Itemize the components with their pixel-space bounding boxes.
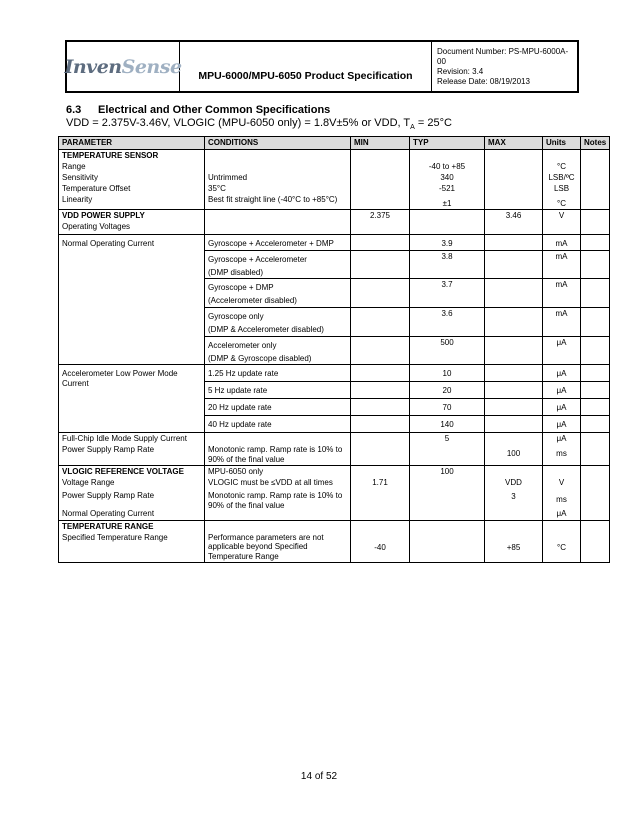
unit-value: μA <box>556 434 567 444</box>
condition-text: Gyroscope + DMP <box>208 283 274 293</box>
typ-value: 5 <box>444 434 450 444</box>
typ-value: 140 <box>410 416 485 433</box>
table-row <box>59 433 610 466</box>
table-row <box>59 210 610 235</box>
max-value: VDD <box>505 478 522 488</box>
unit-value: ms <box>556 449 567 459</box>
logo-cell <box>64 42 182 91</box>
unit-value: μA <box>543 416 581 433</box>
param-label: Specified Temperature Range <box>62 532 168 542</box>
condition-text: Performance parameters are not applicable beyond Specified Temperature Range <box>208 532 324 561</box>
condition-text: Untrimmed <box>208 172 248 182</box>
logo-text-main: Inven <box>64 55 122 78</box>
param-label: Temperature Offset <box>62 183 131 193</box>
unit-value: LSB <box>553 183 570 193</box>
col-typ: TYP <box>410 137 485 150</box>
max-value: 3.46 <box>485 210 543 235</box>
doc-release-date: Release Date: 08/19/2013 <box>437 76 530 86</box>
param-label: Voltage Range <box>62 478 115 488</box>
conditions-text-end: = 25°C <box>414 117 452 129</box>
doc-number: Document Number: PS-MPU-6000A-00 <box>437 46 569 66</box>
temp-sensor-conditions <box>205 149 351 210</box>
doc-revision: Revision: 3.4 <box>437 66 484 76</box>
col-max: MAX <box>485 137 543 150</box>
unit-value: LSB/ºC <box>548 172 575 182</box>
document-info <box>432 42 577 91</box>
section-label: TEMPERATURE RANGE <box>62 521 154 531</box>
section-number: 6.3 <box>66 104 82 116</box>
condition-text: Accelerometer only <box>208 340 277 350</box>
condition-text <box>208 162 347 173</box>
temp-sensor-units <box>543 149 581 210</box>
unit-value: °C <box>543 520 581 563</box>
col-units: Units <box>543 137 581 150</box>
conditions-subscript: A <box>410 124 415 132</box>
condition-text: (DMP & Gyroscope disabled) <box>208 353 312 363</box>
unit-value: μA <box>543 336 581 365</box>
typ-value: 500 <box>410 336 485 365</box>
typ-value: ±1 <box>442 198 452 208</box>
max-value: 100 <box>506 449 521 459</box>
param-label: Range <box>62 161 86 171</box>
unit-value: μA <box>543 365 581 382</box>
table-row <box>59 520 610 563</box>
condition-text: (Accelerometer disabled) <box>208 296 297 306</box>
typ-value: 70 <box>410 399 485 416</box>
condition-text: Gyroscope + Accelerometer + DMP <box>205 235 351 251</box>
table-row <box>59 365 610 382</box>
condition-text: Gyroscope only <box>208 311 264 321</box>
unit-value: mA <box>543 235 581 251</box>
typ-value: 3.7 <box>410 279 485 308</box>
param-label: Sensitivity <box>62 172 99 182</box>
condition-text: Monotonic ramp. Ramp rate is 10% to 90% of the final value <box>208 491 343 510</box>
page-number: 14 of 52 <box>300 771 338 782</box>
col-notes: Notes <box>581 137 610 150</box>
typ-value: 3.6 <box>410 307 485 336</box>
unit-value: mA <box>543 307 581 336</box>
condition-text: (DMP & Accelerometer disabled) <box>208 324 324 334</box>
unit-value: V <box>558 478 565 488</box>
section-heading <box>66 104 330 116</box>
unit-value: μA <box>543 399 581 416</box>
condition-text: 20 Hz update rate <box>205 399 351 416</box>
page-header <box>65 40 579 93</box>
section-conditions <box>66 117 452 131</box>
typ-value: 3.8 <box>410 250 485 279</box>
col-parameter: PARAMETER <box>59 137 205 150</box>
min-value: 2.375 <box>351 210 410 235</box>
logo-text-accent: Sense <box>121 55 182 78</box>
section-label: TEMPERATURE SENSOR <box>62 150 159 160</box>
typ-value: 10 <box>410 365 485 382</box>
temp-sensor-params <box>59 149 205 210</box>
table-row <box>59 235 610 251</box>
condition-text: 1.25 Hz update rate <box>205 365 351 382</box>
conditions-text: VDD = 2.375V-3.46V, VLOGIC (MPU-6050 only) = 1.8V±5% or VDD, T <box>66 117 411 129</box>
unit-value: V <box>543 210 581 235</box>
param-label: Accelerometer Low Power Mode Current <box>59 365 205 433</box>
max-value: 3 <box>511 492 516 502</box>
unit-value: μA <box>543 382 581 399</box>
param-label: Linearity <box>62 194 93 204</box>
condition-text: VLOGIC must be ≤VDD at all times <box>208 478 333 488</box>
unit-value: μA <box>556 508 567 518</box>
typ-value: 3.9 <box>410 235 485 251</box>
param-label: Operating Voltages <box>62 222 131 232</box>
min-value: 1.71 <box>372 478 388 488</box>
typ-value: -40 to +85 <box>428 161 466 171</box>
typ-value: 340 <box>440 172 454 182</box>
unit-value: ms <box>556 495 567 505</box>
max-value: +85 <box>485 520 543 563</box>
temp-sensor-typ <box>410 149 485 210</box>
unit-value: °C <box>557 198 566 208</box>
param-label: Normal Operating Current <box>62 508 155 518</box>
condition-text: Monotonic ramp. Ramp rate is 10% to 90% of the final value <box>208 445 343 464</box>
section-title: Electrical and Other Common Specifications <box>98 104 331 116</box>
document-title: MPU-6000/MPU-6050 Product Specification <box>180 42 432 91</box>
condition-text: 40 Hz update rate <box>205 416 351 433</box>
col-conditions: CONDITIONS <box>205 137 351 150</box>
param-label: Power Supply Ramp Rate <box>62 491 155 501</box>
section-label: VLOGIC REFERENCE VOLTAGE <box>62 467 184 477</box>
condition-text: Best fit straight line (-40°C to +85°C) <box>208 194 338 204</box>
condition-text: 5 Hz update rate <box>205 382 351 399</box>
table-header-row <box>59 137 610 150</box>
min-value: -40 <box>351 520 410 563</box>
col-min: MIN <box>351 137 410 150</box>
param-label: Power Supply Ramp Rate <box>62 445 155 455</box>
typ-value: -521 <box>438 183 455 193</box>
unit-value: mA <box>543 250 581 279</box>
param-label: Full-Chip Idle Mode Supply Current <box>62 434 187 444</box>
table-row <box>59 466 610 520</box>
unit-value: °C <box>557 161 566 171</box>
condition-text: Gyroscope + Accelerometer <box>208 254 307 264</box>
condition-text: MPU-6050 only <box>208 467 264 477</box>
typ-value: 20 <box>410 382 485 399</box>
typ-value: 100 <box>410 466 485 520</box>
unit-value: mA <box>543 279 581 308</box>
table-row <box>59 149 610 210</box>
section-label: VDD POWER SUPPLY <box>62 211 145 221</box>
condition-text: (DMP disabled) <box>208 267 263 277</box>
spec-table <box>58 136 610 563</box>
condition-text: 35°C <box>208 183 226 193</box>
invensense-logo <box>64 56 181 78</box>
param-label: Normal Operating Current <box>59 235 205 365</box>
